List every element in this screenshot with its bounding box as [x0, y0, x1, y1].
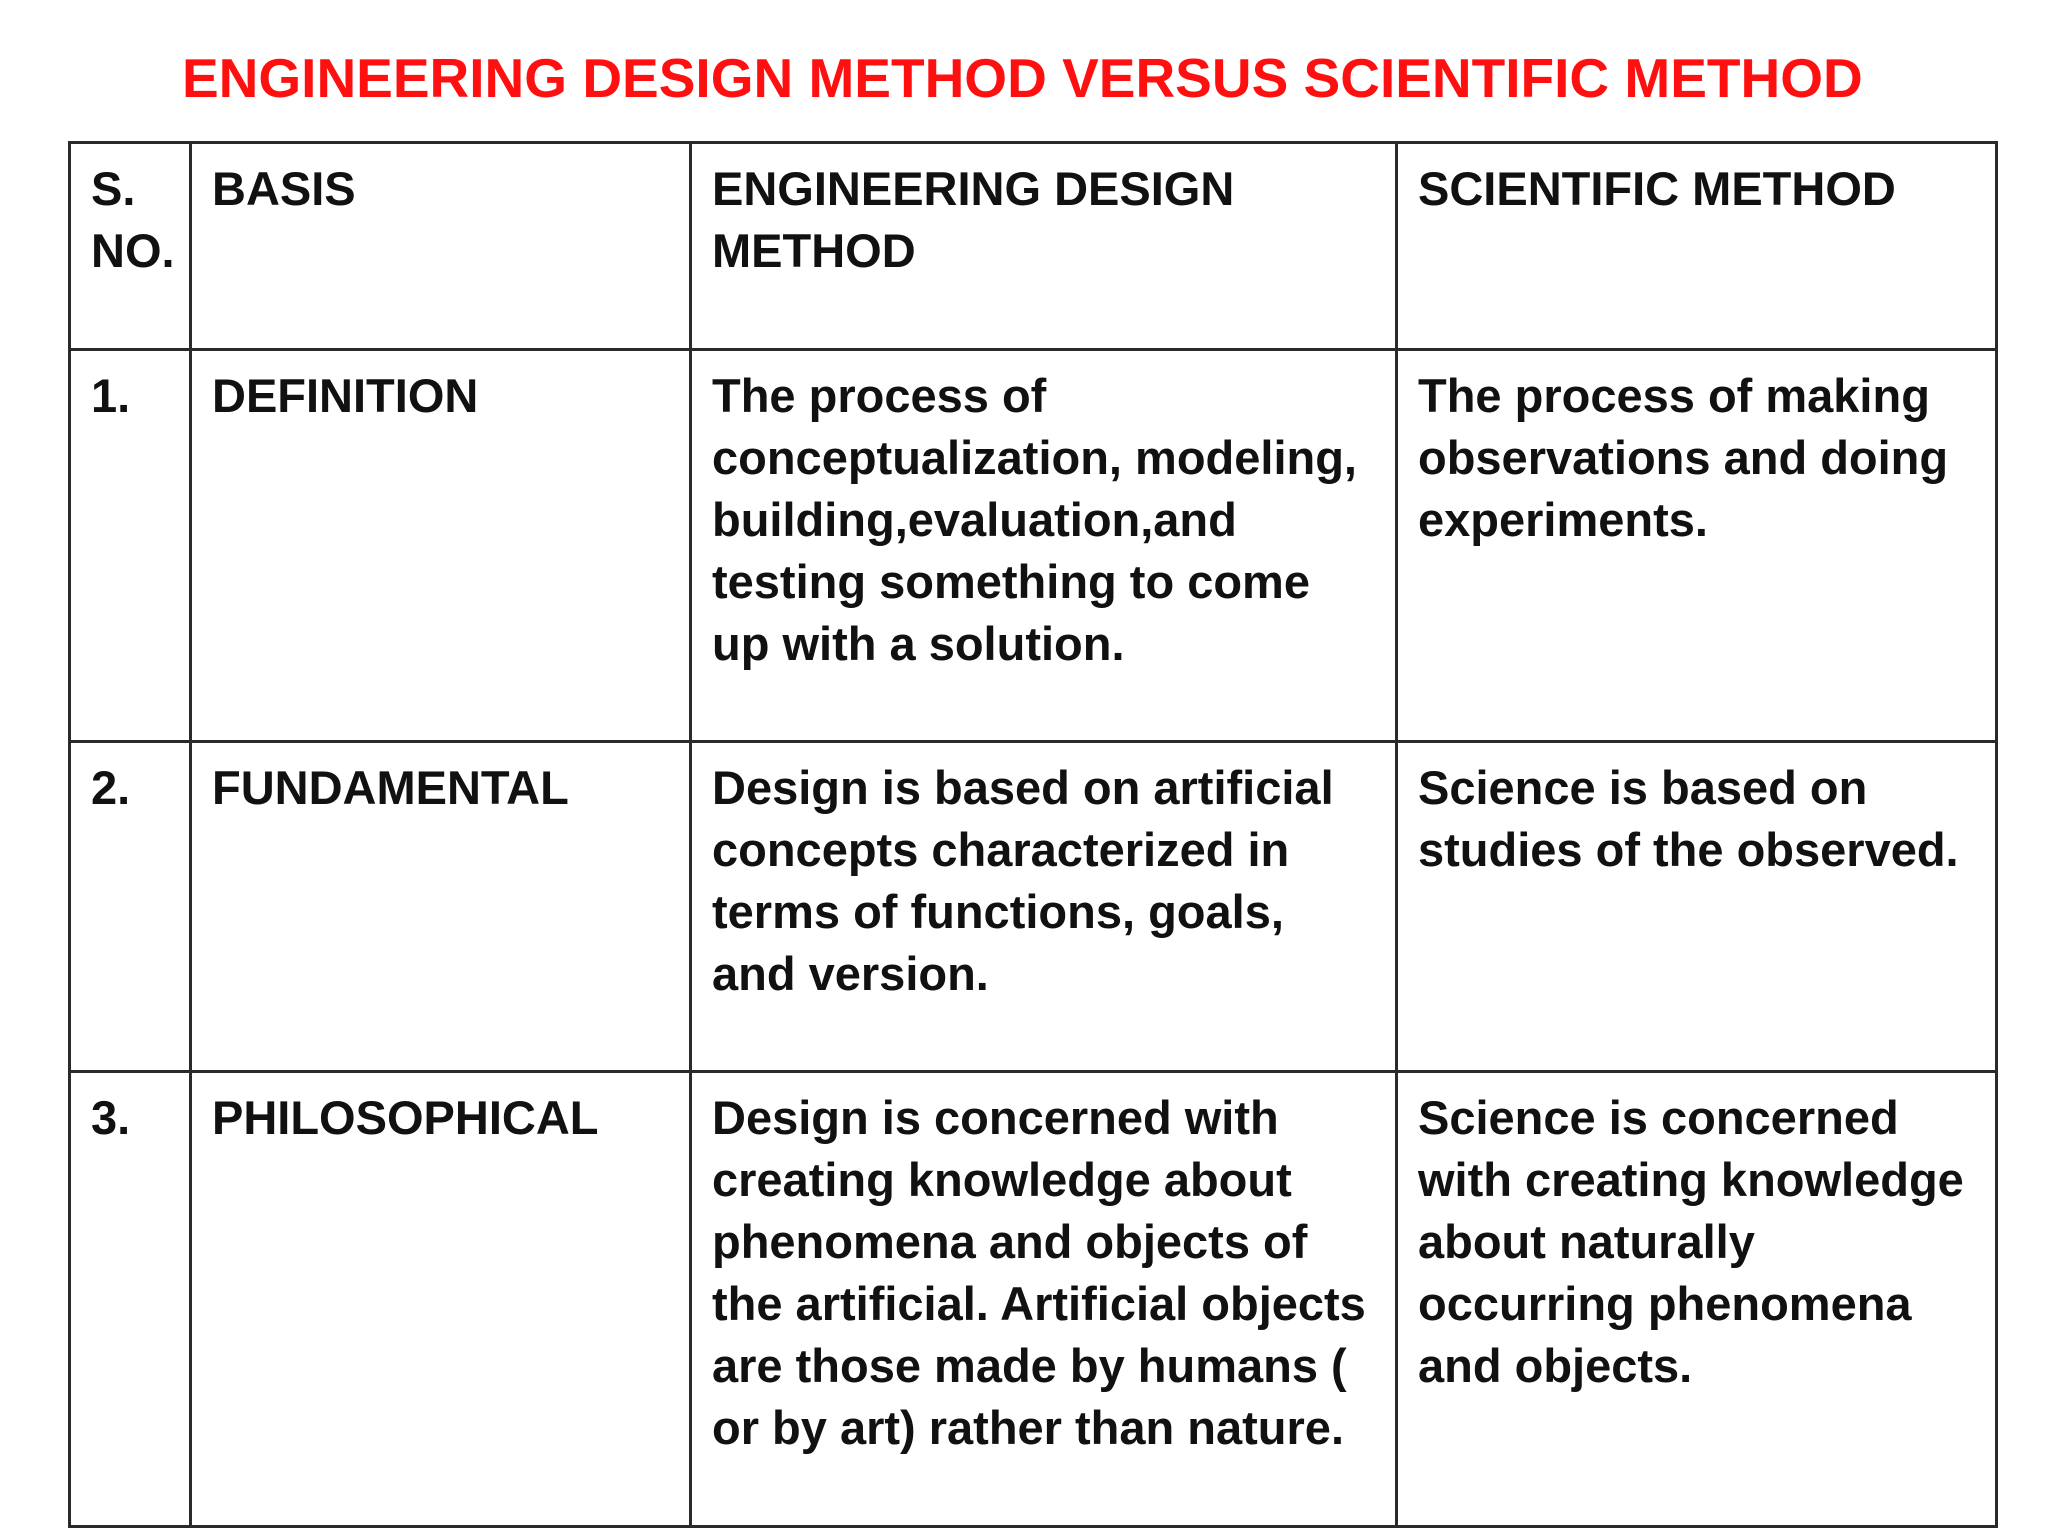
row-basis: DEFINITION: [191, 350, 691, 742]
row-scientific-text: The process of making observations and doing experiments.: [1397, 350, 1997, 742]
table-row: [70, 1072, 1997, 1527]
row-basis: PHILOSOPHICAL: [191, 1072, 691, 1527]
row-engineering-text: The process of conceptualization, modeling, building,evaluation,and testing something to come up with a solution.: [691, 350, 1397, 742]
row-scientific-text: Science is concerned with creating knowledge about naturally occurring phenomena and objects.: [1397, 1072, 1997, 1527]
slide-title: ENGINEERING DESIGN METHOD VERSUS SCIENTIFIC METHOD: [182, 47, 1863, 109]
row-sno: 2.: [70, 742, 191, 1072]
row-sno: 1.: [70, 350, 191, 742]
header-engineering-design-method: ENGINEERING DESIGN METHOD: [691, 143, 1397, 350]
table-row: [70, 350, 1997, 742]
table-header-row: [70, 143, 1997, 350]
header-scientific-method: SCIENTIFIC METHOD: [1397, 143, 1997, 350]
comparison-table: [68, 141, 1998, 1528]
table-row: [70, 742, 1997, 1072]
row-basis: FUNDAMENTAL: [191, 742, 691, 1072]
header-sno: S. NO.: [70, 143, 191, 350]
header-basis: BASIS: [191, 143, 691, 350]
row-engineering-text: Design is based on artificial concepts characterized in terms of functions, goals, and version.: [691, 742, 1397, 1072]
row-scientific-text: Science is based on studies of the observed.: [1397, 742, 1997, 1072]
row-sno: 3.: [70, 1072, 191, 1527]
row-engineering-text: Design is concerned with creating knowledge about phenomena and objects of the artificial. Artificial objects are those made by humans ( or by art) rather than nature.: [691, 1072, 1397, 1527]
